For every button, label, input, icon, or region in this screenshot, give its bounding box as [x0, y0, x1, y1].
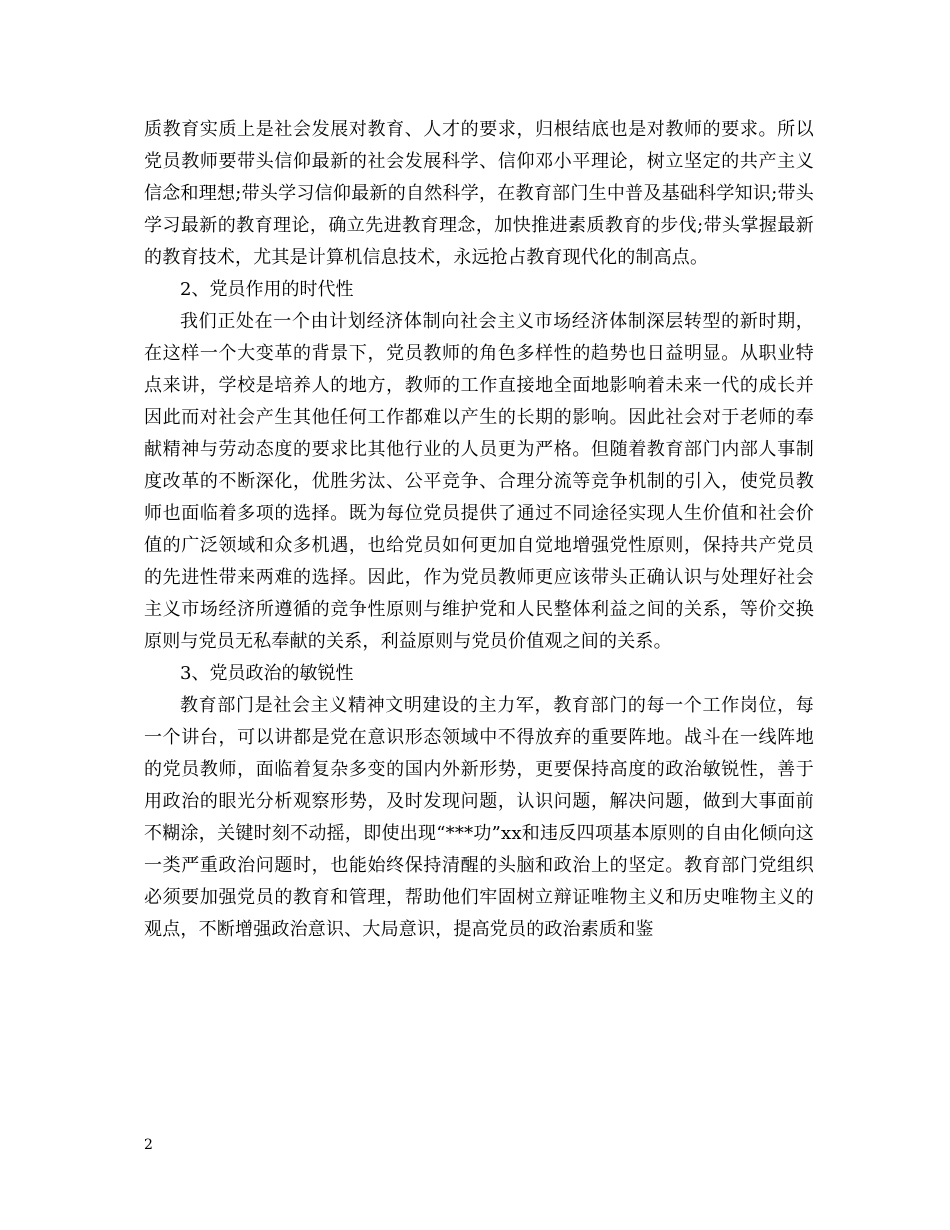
paragraph-era-role: 我们正处在一个由计划经济体制向社会主义市场经济体制深层转型的新时期，在这样一个大变革的背景下，党员教师的角色多样性的趋势也日益明显。从职业特点来讲，学校是培养人的地方，教师的工作直接地全面地影响着未来一代的成长并因此而对社会产生其他任何工作都难以产生的长期的影响。因此社会对于老师的奉献精神与劳动态度的要求比其他行业的人员更为严格。但随着教育部门内部人事制度改革的不断深化，优胜劣汰、公平竞争、合理分流等竞争机制的引入，使党员教师也面临着多项的选择。既为每位党员提供了通过不同途径实现人生价值和社会价值的广泛领域和众多机遇，也给党员如何更加自觉地增强党性原则，保持共产党员的先进性带来两难的选择。因此，作为党员教师更应该带头正确认识与处理好社会主义市场经济所遵循的竞争性原则与维护党和人民整体利益之间的关系，等价交换原则与党员无私奉献的关系，利益原则与党员价值观之间的关系。 — [144, 311, 814, 652]
page-number: 2 — [144, 1137, 153, 1153]
section-heading-3: 3、党员政治的敏锐性 — [180, 663, 354, 684]
page-body — [144, 114, 814, 946]
section-heading-2: 2、党员作用的时代性 — [180, 279, 354, 300]
paragraph-continuation: 质教育实质上是社会发展对教育、人才的要求，归根结底也是对教师的要求。所以党员教师要带头信仰最新的社会发展科学、信仰邓小平理论，树立坚定的共产主义信念和理想;带头学习信仰最新的自然科学，在教育部门生中普及基础科学知识;带头学习最新的教育理论，确立先进教育理念，加快推进素质教育的步伐;带头掌握最新的教育技术，尤其是计算机信息技术，永远抢占教育现代化的制高点。 — [144, 119, 814, 268]
paragraph-political-sensitivity: 教育部门是社会主义精神文明建设的主力军，教育部门的每一个工作岗位，每一个讲台，可以讲都是党在意识形态领域中不得放弃的重要阵地。战斗在一线阵地的党员教师，面临着复杂多变的国内外新形势，更要保持高度的政治敏锐性，善于用政治的眼光分析观察形势，及时发现问题，认识问题，解决问题，做到大事面前不糊涂，关键时刻不动摇，即使出现“***功”xx和违反四项基本原则的自由化倾向这一类严重政治问题时，也能始终保持清醒的头脑和政治上的坚定。教育部门党组织必须要加强党员的教育和管理，帮助他们牢固树立辩证唯物主义和历史唯物主义的观点，不断增强政治意识、大局意识，提高党员的政治素质和鉴 — [144, 695, 814, 940]
